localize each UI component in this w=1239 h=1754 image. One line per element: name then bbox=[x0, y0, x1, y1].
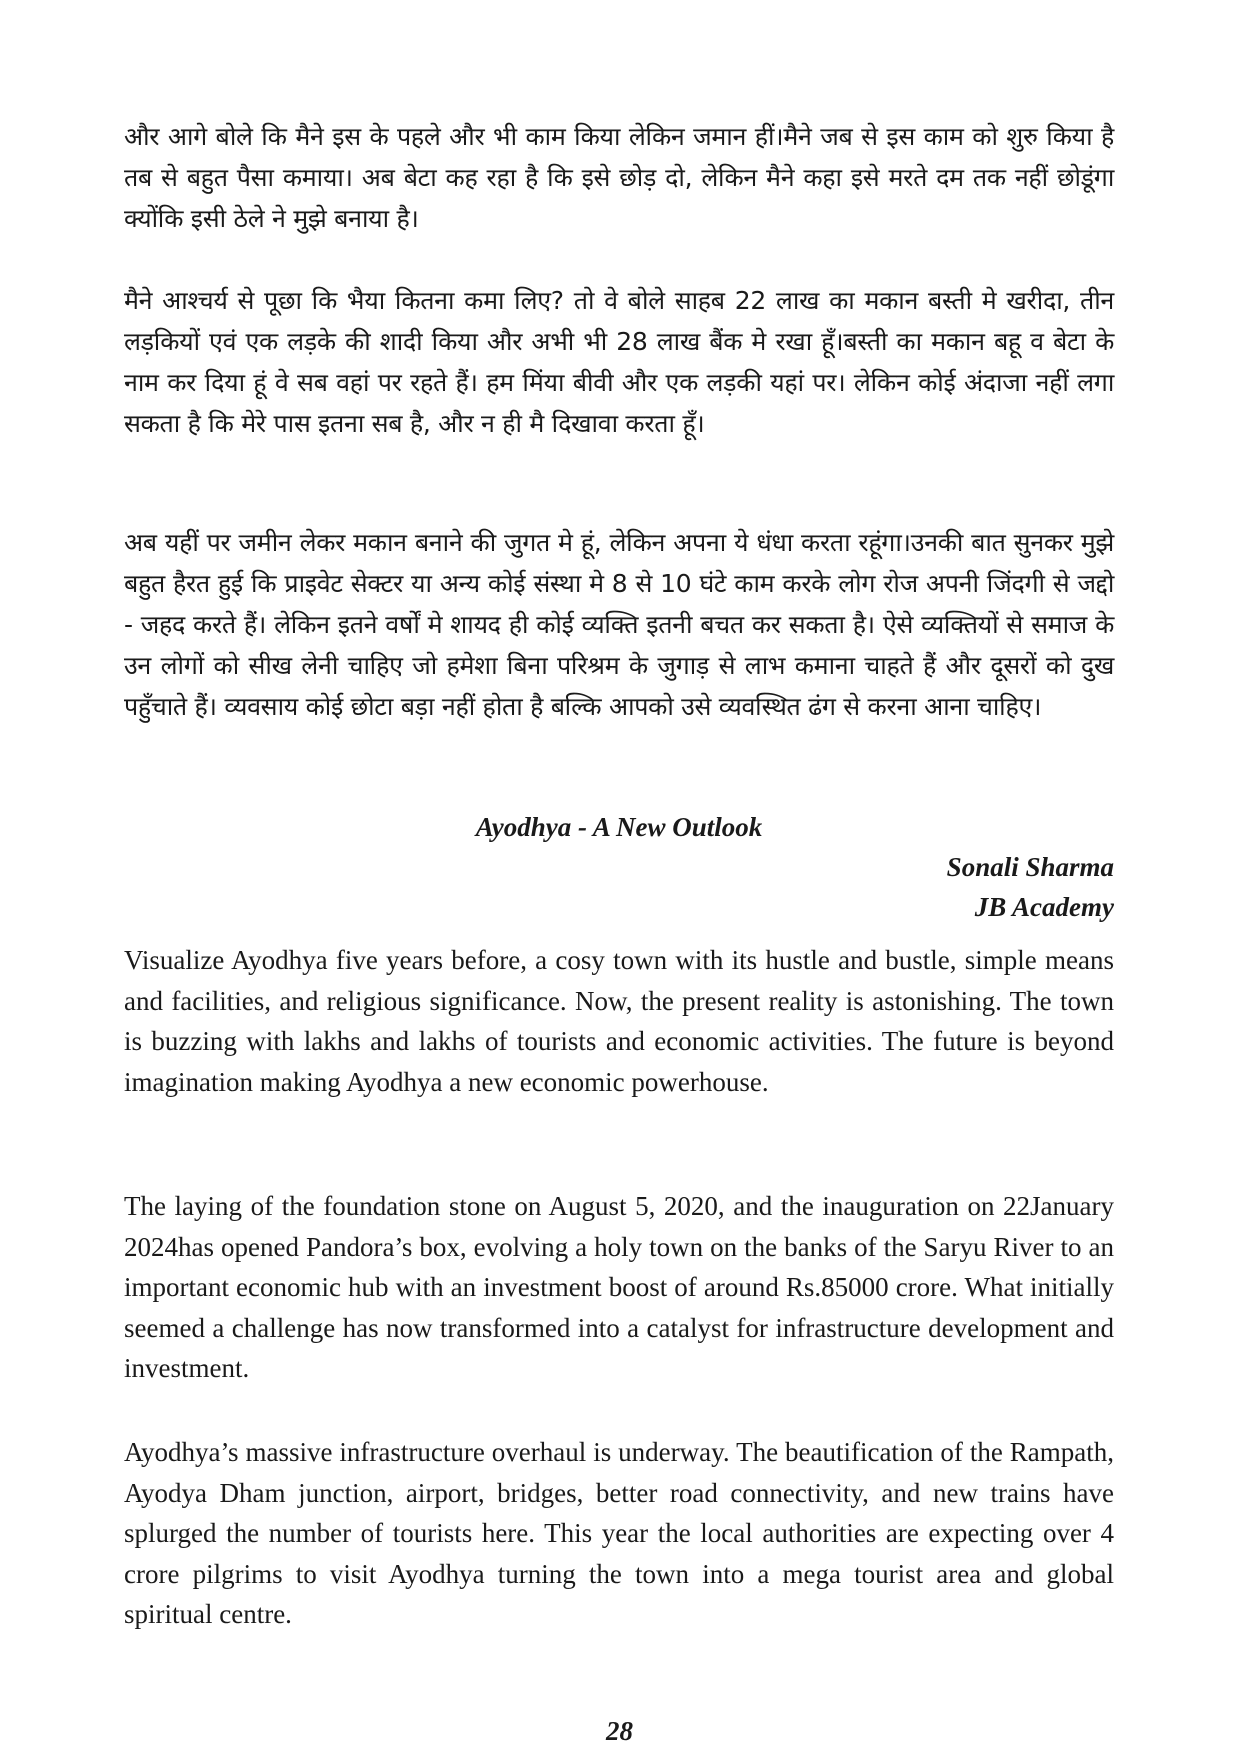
page-number: 28 bbox=[606, 1716, 633, 1746]
article-title: Ayodhya - A New Outlook bbox=[475, 812, 763, 842]
article-paragraph-2: The laying of the foundation stone on August 5, 2020, and the inauguration on 22January 2024has opened Pandora’s box, evolving a holy town on the banks of the Saryu River to an important economic hub with an investment boost of around Rs.85000 crore. What initially seemed a challenge has now transformed into a catalyst for infrastructure development and investment. bbox=[124, 1191, 1114, 1383]
author-school: JB Academy bbox=[974, 892, 1114, 922]
hindi-paragraph-2: मैने आश्चर्य से पूछा कि भैया कितना कमा लिए? तो वे बोले साहब 22 लाख का मकान बस्ती मे खरीदा, तीन लड़कियों एवं एक लड़के की शादी किया और अभी भी 28 लाख बैंक मे रखा हूँ।बस्ती का मकान बहू व बेटा के नाम कर दिया हूं वे सब वहां पर रहते हैं। हम मिंया बीवी और एक लड़की यहां पर। लेकिन कोई अंदाजा नहीं लगा सकता है कि मेरे पास इतना सब है, और न ही मै दिखावा करता हूँ। bbox=[124, 286, 1114, 438]
article-paragraph-3: Ayodhya’s massive infrastructure overhaul is underway. The beautification of the Rampath, Ayodya Dham junction, airport, bridges, better road connectivity, and new trains have splurged the number of tourists here. This year the local authorities are expecting over 4 crore pilgrims to visit Ayodhya turning the town into a mega tourist area and global spiritual centre. bbox=[124, 1437, 1114, 1629]
author-name: Sonali Sharma bbox=[946, 852, 1114, 882]
hindi-paragraph-3: अब यहीं पर जमीन लेकर मकान बनाने की जुगत मे हूं, लेकिन अपना ये धंधा करता रहूंगा।उनकी बात सुनकर मुझे बहुत हैरत हुई कि प्राइवेट सेक्टर या अन्य कोई संस्था मे 8 से 10 घंटे काम करके लोग रोज अपनी जिंदगी से जद्दो - जहद करते हैं। लेकिन इतने वर्षों मे शायद ही कोई व्यक्ति इतनी बचत कर सकता है। ऐसे व्यक्तियों से समाज के उन लोगों को सीख लेनी चाहिए जो हमेशा बिना परिश्रम के जुगाड़ से लाभ कमाना चाहते हैं और दूसरों को दुख पहुँचाते हैं। व्यवसाय कोई छोटा बड़ा नहीं होता है बल्कि आपको उसे व्यवस्थित ढंग से करना आना चाहिए। bbox=[124, 528, 1114, 721]
article-paragraph-1: Visualize Ayodhya five years before, a cosy town with its hustle and bustle, simple means and facilities, and religious significance. Now, the present reality is astonishing. The town is buzzing with lakhs and lakhs of tourists and economic activities. The future is beyond imagination making Ayodhya a new economic powerhouse. bbox=[124, 945, 1114, 1097]
hindi-paragraph-1: और आगे बोले कि मैने इस के पहले और भी काम किया लेकिन जमान हीं।मैने जब से इस काम को शुरु किया है तब से बहुत पैसा कमाया। अब बेटा कह रहा है कि इसे छोड़ दो, लेकिन मैने कहा इसे मरते दम तक नहीं छोडूंगा क्योंकि इसी ठेले ने मुझे बनाया है। bbox=[124, 122, 1114, 233]
